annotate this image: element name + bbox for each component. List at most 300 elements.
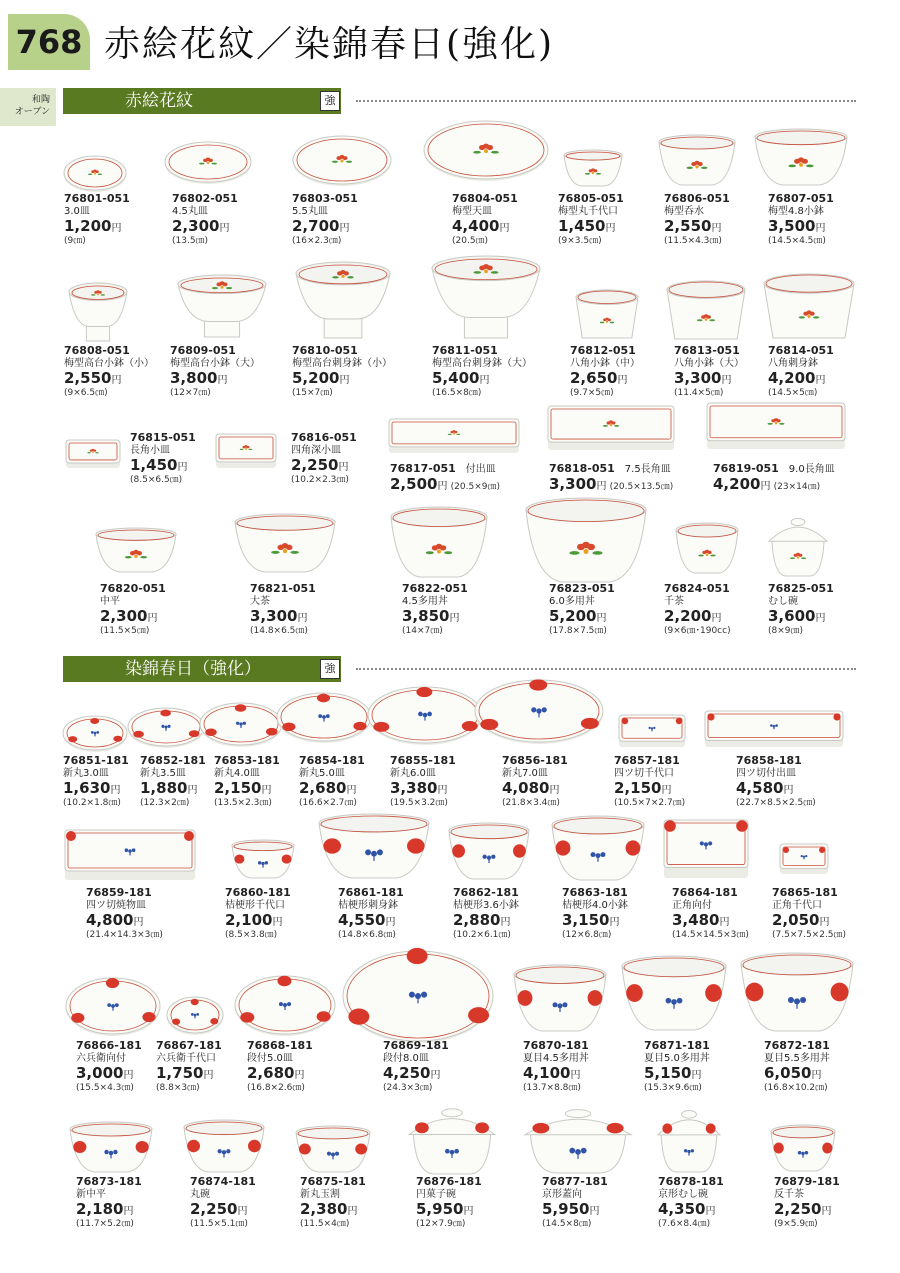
- product-label: [674, 345, 744, 399]
- product-price: 4,200: [713, 475, 761, 493]
- product-code: 76857-181: [614, 754, 680, 767]
- product-size: (16.6×2.7㎝): [299, 798, 357, 808]
- product-size: (24.3×3㎝): [383, 1083, 433, 1093]
- currency-unit: 円: [437, 785, 448, 796]
- product-price: 2,300: [100, 607, 148, 625]
- product-name: 4.5多用丼: [402, 596, 448, 607]
- currency-unit: 円: [617, 375, 628, 386]
- product-name: 梅型高台刺身鉢（大）: [432, 358, 532, 369]
- product-name: 梅型高台刺身鉢（小）: [292, 358, 392, 369]
- product-size: (10.2×6.1㎝): [453, 930, 511, 940]
- product-price: 5,950: [542, 1200, 590, 1218]
- product-price: 4,100: [523, 1064, 571, 1082]
- product-name: 梅型4.8小鉢: [768, 206, 824, 217]
- product-name: 正角千代口: [772, 900, 822, 911]
- product-price: 4,800: [86, 911, 134, 929]
- product-size: (11.5×5.1㎝): [190, 1219, 248, 1229]
- product-size: (11.4×5㎝): [674, 388, 724, 398]
- product-name: 新丸3.5皿: [140, 768, 186, 779]
- product-label: [156, 1040, 222, 1094]
- currency-unit: 円: [123, 1206, 134, 1217]
- someki-ware-photo: [163, 993, 227, 1037]
- product-name: 新丸玉割: [300, 1189, 340, 1200]
- product-price: 2,700: [292, 217, 340, 235]
- product-name: 正角向付: [672, 900, 712, 911]
- product-price: 3,300: [549, 475, 597, 493]
- currency-unit: 円: [815, 375, 826, 386]
- someki-ware-photo: [767, 1121, 839, 1175]
- currency-unit: 円: [821, 1206, 832, 1217]
- product-label: [76, 1176, 142, 1230]
- product-code: 76807-051: [768, 192, 834, 205]
- akae-ware-photo: [65, 279, 131, 345]
- product-price: 5,200: [549, 607, 597, 625]
- page-number: 768: [8, 14, 90, 70]
- section-header-akae: 赤絵花紋: [63, 88, 341, 114]
- product-name: 新丸4.0皿: [214, 768, 260, 779]
- someki-ware-photo: [471, 676, 607, 746]
- product-price: 2,050: [772, 911, 820, 929]
- product-price: 4,250: [383, 1064, 431, 1082]
- product-size: (9×6.5㎝): [64, 388, 108, 398]
- currency-unit: 円: [203, 1070, 214, 1081]
- currency-unit: 円: [339, 375, 350, 386]
- currency-unit: 円: [589, 1206, 600, 1217]
- product-size: (15.3×9.6㎝): [644, 1083, 702, 1093]
- someki-ware-photo: [737, 949, 857, 1035]
- product-code: 76856-181: [502, 754, 568, 767]
- someki-ware-photo: [61, 826, 199, 884]
- tempered-badge: 強: [320, 659, 340, 679]
- akae-ware-photo: [751, 125, 851, 189]
- product-label: [713, 460, 835, 493]
- product-code: 76865-181: [772, 886, 838, 899]
- product-label: [64, 193, 130, 247]
- product-size: (11.7×5.2㎝): [76, 1219, 134, 1229]
- product-code: 76870-181: [523, 1039, 589, 1052]
- product-code: 76861-181: [338, 886, 404, 899]
- product-label: [172, 193, 238, 247]
- product-price: 2,250: [291, 456, 339, 474]
- product-size: (10.5×7×2.7㎝): [614, 798, 686, 808]
- product-code: 76863-181: [562, 886, 628, 899]
- product-code: 76804-051: [452, 192, 518, 205]
- product-label: [214, 755, 280, 809]
- product-code: 76862-181: [453, 886, 519, 899]
- product-price: 2,550: [64, 369, 112, 387]
- product-name: 新丸3.0皿: [63, 768, 109, 779]
- product-code: 76813-051: [674, 344, 740, 357]
- product-label: [100, 583, 166, 637]
- currency-unit: 円: [719, 917, 730, 928]
- product-label: [774, 1176, 840, 1230]
- product-price: 3,300: [250, 607, 298, 625]
- product-price: 3,380: [390, 779, 438, 797]
- product-label: [570, 345, 640, 399]
- product-code: 76806-051: [664, 192, 730, 205]
- product-name: 円菓子碗: [416, 1189, 456, 1200]
- currency-unit: 円: [346, 785, 357, 796]
- currency-unit: 円: [237, 1206, 248, 1217]
- product-name: 梅型呑水: [664, 206, 704, 217]
- product-price: 1,630: [63, 779, 111, 797]
- currency-unit: 円: [177, 462, 188, 473]
- currency-unit: 円: [609, 917, 620, 928]
- product-name: 4.5丸皿: [172, 206, 208, 217]
- product-code: 76803-051: [292, 192, 358, 205]
- product-code: 76811-051: [432, 344, 498, 357]
- currency-unit: 円: [705, 1206, 716, 1217]
- product-label: [225, 887, 291, 941]
- product-size: (13.5×2.3㎝): [214, 798, 272, 808]
- product-name: 新中平: [76, 1189, 106, 1200]
- product-size: (15×7㎝): [292, 388, 333, 398]
- product-code: 76858-181: [736, 754, 802, 767]
- product-code: 76853-181: [214, 754, 280, 767]
- product-label: [764, 1040, 830, 1094]
- product-size: (12×7.9㎝): [416, 1219, 466, 1229]
- product-name: 京形むし碗: [658, 1189, 708, 1200]
- currency-unit: 円: [347, 1206, 358, 1217]
- product-price: 2,550: [664, 217, 712, 235]
- akae-ware-photo: [161, 138, 255, 186]
- product-name: 八角小鉢（大）: [674, 358, 744, 369]
- currency-unit: 円: [605, 223, 616, 234]
- product-code: 76810-051: [292, 344, 358, 357]
- product-code: 76867-181: [156, 1039, 222, 1052]
- akae-ware-photo: [760, 270, 858, 342]
- product-code: 76821-051: [250, 582, 316, 595]
- product-code: 76852-181: [140, 754, 206, 767]
- akae-ware-photo: [703, 399, 849, 453]
- product-code: 76869-181: [383, 1039, 449, 1052]
- currency-unit: 円: [110, 785, 121, 796]
- product-price: 6,050: [764, 1064, 812, 1082]
- product-code: 76805-051: [558, 192, 624, 205]
- product-label: [170, 345, 260, 399]
- currency-unit: 円: [261, 785, 272, 796]
- akae-ware-photo: [420, 117, 552, 183]
- product-name: 3.0皿: [64, 206, 90, 217]
- product-code: 76875-181: [300, 1175, 366, 1188]
- product-code: 76814-051: [768, 344, 834, 357]
- product-size: (23×14㎝): [773, 482, 821, 492]
- currency-unit: 円: [147, 613, 158, 624]
- product-size: (16.8×2.6㎝): [247, 1083, 305, 1093]
- product-code: 76816-051: [291, 431, 357, 444]
- product-label: [542, 1176, 608, 1230]
- currency-unit: 円: [500, 917, 511, 928]
- product-name: 四ツ切千代口: [614, 768, 674, 779]
- product-price: 4,080: [502, 779, 550, 797]
- product-code: 76879-181: [774, 1175, 840, 1188]
- product-size: (14.5×14.5×3㎝): [672, 930, 749, 940]
- product-code: 76873-181: [76, 1175, 142, 1188]
- currency-unit: 円: [339, 223, 350, 234]
- akae-ware-photo: [292, 258, 394, 342]
- product-price: 3,480: [672, 911, 720, 929]
- product-label: [291, 432, 357, 486]
- someki-ware-photo: [701, 707, 847, 751]
- product-name: 大茶: [250, 596, 270, 607]
- someki-ware-photo: [59, 712, 131, 754]
- product-code: 76876-181: [416, 1175, 482, 1188]
- akae-ware-photo: [289, 132, 395, 188]
- product-size: (12.3×2㎝): [140, 798, 190, 808]
- product-code: 76874-181: [190, 1175, 256, 1188]
- product-label: [672, 887, 749, 941]
- product-size: (20.5㎝): [452, 236, 489, 246]
- product-label: [250, 583, 316, 637]
- product-label: [416, 1176, 482, 1230]
- currency-unit: 円: [596, 481, 607, 492]
- product-size: (8.5×3.8㎝): [225, 930, 278, 940]
- product-label: [402, 583, 468, 637]
- product-code: 76866-181: [76, 1039, 142, 1052]
- product-label: [523, 1040, 589, 1094]
- product-size: (7.5×7.5×2.5㎝): [772, 930, 847, 940]
- product-code: 76864-181: [672, 886, 738, 899]
- section-divider: [356, 668, 856, 670]
- product-name: 段付5.0皿: [247, 1053, 293, 1064]
- product-code: 76825-051: [768, 582, 834, 595]
- product-name: 京形蓋向: [542, 1189, 582, 1200]
- product-name: 桔梗形4.0小鉢: [562, 900, 628, 911]
- currency-unit: 円: [385, 917, 396, 928]
- currency-unit: 円: [449, 613, 460, 624]
- side-tab-label: 和陶: [31, 95, 50, 105]
- product-code: 76815-051: [130, 431, 196, 444]
- someki-ware-photo: [62, 974, 164, 1038]
- akae-ware-photo: [544, 402, 678, 454]
- product-price: 4,550: [338, 911, 386, 929]
- product-label: [292, 345, 392, 399]
- product-name: 7.5長角皿: [624, 464, 671, 475]
- product-name: 桔梗形千代口: [225, 900, 285, 911]
- product-name: むし碗: [768, 596, 798, 607]
- product-code: 76872-181: [764, 1039, 830, 1052]
- product-label: [644, 1040, 710, 1094]
- product-price: 5,950: [416, 1200, 464, 1218]
- product-label: [86, 887, 163, 941]
- product-name: 四ツ切焼物皿: [86, 900, 146, 911]
- product-name: 四ツ切付出皿: [736, 768, 796, 779]
- someki-ware-photo: [776, 840, 832, 878]
- product-size: (16.5×8㎝): [432, 388, 482, 398]
- currency-unit: 円: [297, 613, 308, 624]
- product-label: [772, 887, 846, 941]
- product-size: (9㎝): [64, 236, 86, 246]
- product-label: [292, 193, 358, 247]
- currency-unit: 円: [819, 917, 830, 928]
- product-code: 76817-051: [390, 462, 456, 475]
- product-size: (14.5×8㎝): [542, 1219, 592, 1229]
- product-size: (14.5×5㎝): [768, 388, 818, 398]
- product-price: 1,450: [558, 217, 606, 235]
- product-price: 4,200: [768, 369, 816, 387]
- product-price: 2,150: [614, 779, 662, 797]
- product-label: [768, 193, 834, 247]
- product-code: 76802-051: [172, 192, 238, 205]
- product-label: [390, 460, 500, 493]
- someki-ware-photo: [445, 819, 533, 883]
- product-label: [549, 460, 673, 493]
- currency-unit: 円: [661, 785, 672, 796]
- tempered-badge: 強: [320, 91, 340, 111]
- product-price: 2,250: [190, 1200, 238, 1218]
- currency-unit: 円: [815, 613, 826, 624]
- product-code: 76820-051: [100, 582, 166, 595]
- product-size: (9.7×5㎝): [570, 388, 614, 398]
- someki-ware-photo: [66, 1118, 156, 1176]
- product-price: 3,150: [562, 911, 610, 929]
- product-name: 夏目5.0多用丼: [644, 1053, 710, 1064]
- product-price: 2,180: [76, 1200, 124, 1218]
- akae-ware-photo: [212, 430, 280, 472]
- product-label: [300, 1176, 366, 1230]
- product-label: [664, 193, 730, 247]
- product-label: [614, 755, 685, 809]
- product-code: 76878-181: [658, 1175, 724, 1188]
- product-price: 2,200: [664, 607, 712, 625]
- product-label: [432, 345, 532, 399]
- someki-ware-photo: [315, 810, 433, 882]
- product-label: [190, 1176, 256, 1230]
- product-code: 76819-051: [713, 462, 779, 475]
- product-price: 5,400: [432, 369, 480, 387]
- product-size: (16×2.3㎝): [292, 236, 342, 246]
- product-name: 桔梗形3.6小鉢: [453, 900, 519, 911]
- product-name: 梅型天皿: [452, 206, 492, 217]
- product-label: [549, 583, 615, 637]
- currency-unit: 円: [430, 1070, 441, 1081]
- akae-ware-photo: [765, 512, 831, 580]
- product-price: 1,450: [130, 456, 178, 474]
- product-size: (20.5×13.5㎝): [609, 482, 674, 492]
- product-price: 2,380: [300, 1200, 348, 1218]
- product-price: 2,300: [172, 217, 220, 235]
- product-size: (13.5㎝): [172, 236, 209, 246]
- product-price: 2,150: [214, 779, 262, 797]
- product-size: (14×7㎝): [402, 626, 443, 636]
- product-size: (14.8×6.8㎝): [338, 930, 396, 940]
- akae-ware-photo: [387, 503, 491, 581]
- currency-unit: 円: [811, 1070, 822, 1081]
- akae-ware-photo: [672, 519, 742, 577]
- product-size: (11.5×4㎝): [300, 1219, 350, 1229]
- product-code: 76851-181: [63, 754, 129, 767]
- someki-ware-photo: [228, 836, 298, 882]
- product-price: 1,200: [64, 217, 112, 235]
- akae-ware-photo: [174, 271, 270, 341]
- akae-ware-photo: [663, 277, 749, 343]
- product-price: 3,000: [76, 1064, 124, 1082]
- currency-unit: 円: [217, 375, 228, 386]
- product-label: [247, 1040, 313, 1094]
- someki-ware-photo: [654, 1104, 724, 1176]
- currency-unit: 円: [338, 462, 349, 473]
- section-divider: [356, 100, 856, 102]
- product-code: 76812-051: [570, 344, 636, 357]
- currency-unit: 円: [111, 223, 122, 234]
- product-price: 4,580: [736, 779, 784, 797]
- currency-unit: 円: [479, 375, 490, 386]
- side-tab-label: オーブン: [14, 107, 50, 117]
- product-size: (16.8×10.2㎝): [764, 1083, 828, 1093]
- product-size: (10.2×1.8㎝): [63, 798, 121, 808]
- product-label: [452, 193, 518, 247]
- product-code: 76818-051: [549, 462, 615, 475]
- product-label: [562, 887, 628, 941]
- akae-ware-photo: [572, 286, 642, 342]
- currency-unit: 円: [272, 917, 283, 928]
- product-price: 2,880: [453, 911, 501, 929]
- product-size: (19.5×3.2㎝): [390, 798, 448, 808]
- product-name: 千茶: [664, 596, 684, 607]
- product-name: 5.5丸皿: [292, 206, 328, 217]
- currency-unit: 円: [570, 1070, 581, 1081]
- product-name: 長角小皿: [130, 445, 170, 456]
- product-size: (13.7×8.8㎝): [523, 1083, 581, 1093]
- akae-ware-photo: [428, 252, 544, 342]
- currency-unit: 円: [721, 375, 732, 386]
- product-label: [736, 755, 816, 809]
- akae-ware-photo: [522, 494, 650, 586]
- product-size: (21.4×14.3×3㎝): [86, 930, 163, 940]
- product-price: 1,880: [140, 779, 188, 797]
- product-label: [768, 345, 834, 399]
- section-header-someki: 染錦春日（強化）: [63, 656, 341, 682]
- product-name: 梅型丸千代口: [558, 206, 618, 217]
- currency-unit: 円: [815, 223, 826, 234]
- someki-ware-photo: [405, 1102, 499, 1178]
- product-price: 2,680: [299, 779, 347, 797]
- product-price: 3,500: [768, 217, 816, 235]
- currency-unit: 円: [691, 1070, 702, 1081]
- someki-ware-photo: [615, 711, 689, 751]
- akae-ware-photo: [655, 131, 739, 189]
- product-label: [502, 755, 568, 809]
- product-price: 2,500: [390, 475, 438, 493]
- product-size: (12×6.8㎝): [562, 930, 612, 940]
- currency-unit: 円: [219, 223, 230, 234]
- product-size: (11.5×4.3㎝): [664, 236, 722, 246]
- product-name: 新丸6.0皿: [390, 768, 436, 779]
- akae-ware-photo: [231, 510, 339, 576]
- product-size: (22.7×8.5×2.5㎝): [736, 798, 816, 808]
- product-size: (9×6㎝･190cc): [664, 626, 731, 636]
- someki-ware-photo: [660, 816, 752, 882]
- product-label: [664, 583, 731, 637]
- product-label: [453, 887, 519, 941]
- page-title: 赤絵花紋／染錦春日(強化): [104, 24, 555, 65]
- product-label: [140, 755, 206, 809]
- someki-ware-photo: [273, 689, 375, 745]
- product-price: 5,150: [644, 1064, 692, 1082]
- product-name: 四角深小皿: [291, 445, 341, 456]
- currency-unit: 円: [596, 613, 607, 624]
- product-name: 八角刺身鉢: [768, 358, 818, 369]
- product-label: [76, 1040, 142, 1094]
- product-size: (14.8×6.5㎝): [250, 626, 308, 636]
- product-name: 9.0長角皿: [788, 464, 835, 475]
- product-label: [658, 1176, 724, 1230]
- someki-ware-photo: [364, 683, 486, 747]
- product-size: (9×3.5㎝): [558, 236, 602, 246]
- product-price: 3,600: [768, 607, 816, 625]
- currency-unit: 円: [549, 785, 560, 796]
- product-name: 丸碗: [190, 1189, 210, 1200]
